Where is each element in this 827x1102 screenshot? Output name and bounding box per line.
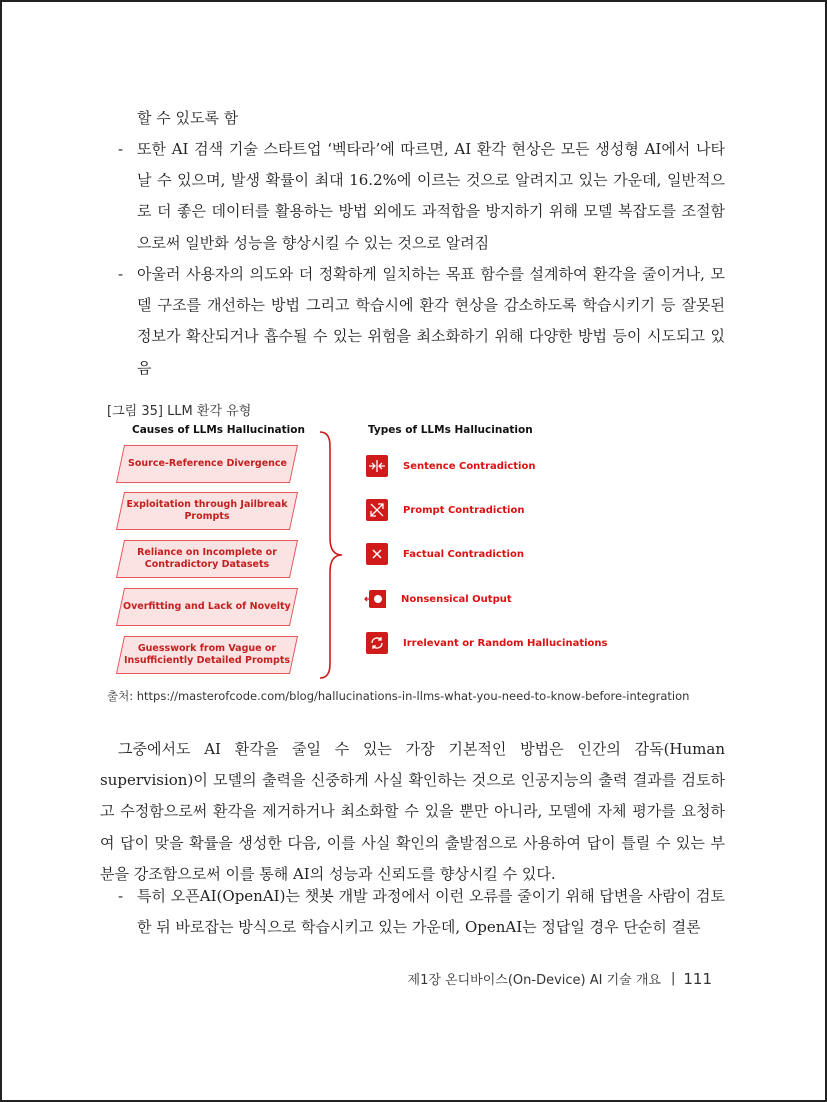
bullet-dash: - (118, 887, 124, 905)
cause-label: Exploitation through Jailbreak Prompts (126, 499, 288, 522)
causes-title: Causes of LLMs Hallucination (132, 424, 305, 436)
type-item (366, 498, 524, 522)
type-label: Factual Contradiction (403, 548, 524, 560)
bullet-item-2 (118, 259, 725, 384)
x-mark-icon (366, 543, 388, 565)
type-item (366, 454, 535, 478)
curly-brace-icon (316, 430, 346, 680)
bullet-text: 아울러 사용자의 의도와 더 정확하게 일치하는 목표 함수를 설계하여 환각을 줄이거나, 모델 구조를 개선하는 방법 그리고 학습시에 환각 현상을 감소하도록 학습시키기 등 잘못된 정보가 확산되거나 흡수될 수 있는 위험을 최소화하기 위해 다양한 방법 등이 시도되고 있음 (137, 265, 725, 377)
continuation-line: 할 수 있도록 함 (137, 109, 239, 127)
cause-box (116, 588, 298, 626)
footer-separator: | (670, 971, 676, 986)
bullet-dash: - (118, 265, 124, 283)
cause-label: Reliance on Incomplete or Contradictory Datasets (137, 547, 277, 570)
cause-label: Guesswork from Vague or Insufficiently Detailed Prompts (123, 643, 291, 666)
type-label: Irrelevant or Random Hallucinations (403, 637, 608, 649)
cause-label: Overfitting and Lack of Novelty (123, 601, 291, 612)
bullet-text: 특히 오픈AI(OpenAI)는 챗봇 개발 과정에서 이런 오류를 줄이기 위해 답변을 사람이 검토한 뒤 바로잡는 방식으로 학습시키고 있는 가운데, OpenAI는 정답일 경우 단순히 결론 (137, 887, 725, 937)
type-item (366, 631, 607, 655)
page-footer (408, 969, 712, 988)
refresh-icon (366, 632, 388, 654)
page-number: 111 (683, 969, 712, 988)
type-item (366, 542, 524, 566)
cause-box (116, 540, 298, 578)
main-paragraph (100, 734, 725, 890)
chapter-title: 제1장 온디바이스(On-Device) AI 기술 개요 (407, 973, 661, 988)
cause-label: Source-Reference Divergence (127, 458, 287, 469)
figure-caption: [그림 35] LLM 환각 유형 (107, 404, 252, 419)
cause-box (116, 492, 298, 530)
type-label: Prompt Contradiction (403, 504, 525, 516)
bullet-dash: - (118, 140, 124, 158)
arrows-converge-icon (366, 455, 388, 477)
type-label: Sentence Contradiction (403, 460, 536, 472)
crossed-arrows-icon (366, 499, 388, 521)
types-title: Types of LLMs Hallucination (368, 424, 533, 436)
bullet-item-1 (118, 134, 725, 259)
type-item (366, 587, 512, 611)
figure-source: 출처: https://masterofcode.com/blog/hallucinations-in-llms-what-you-need-to-know-before-integration (107, 689, 690, 703)
diverge-dot-icon (364, 588, 386, 610)
bullet-text: 또한 AI 검색 기술 스타트업 ‘벡타라’에 따르면, AI 환각 현상은 모든 생성형 AI에서 나타날 수 있으며, 발생 확률이 최대 16.2%에 이르는 것으로 알려지고 있는 가운데, 일반적으로 더 좋은 데이터를 활용하는 방법 외에도 과적합을 방지하기 위해 모델 복잡도를 조절함으로써 일반화 성능을 향상시킬 수 있는 것으로 알려짐 (137, 140, 725, 252)
main-paragraph-text: 그중에서도 AI 환각을 줄일 수 있는 가장 기본적인 방법은 인간의 감독(Human supervision)이 모델의 출력을 신중하게 사실 확인하는 것으로 인공지능의 출력 결과를 검토하고 수정함으로써 환각을 제거하거나 최소화할 수 있을 뿐만 아니라, 모델에 자체 평가를 요청하여 답이 맞을 확률을 생성한 다음, 이를 사실 확인의 출발점으로 사용하여 답이 틀릴 수 있는 부분을 강조함으로써 이를 통해 AI의 성능과 신뢰도를 향상시킬 수 있다. (100, 740, 725, 883)
bullet-item-3 (118, 881, 725, 943)
type-label: Nonsensical Output (401, 593, 512, 605)
hallucination-figure (106, 420, 726, 685)
cause-box (116, 636, 298, 674)
cause-box (116, 445, 298, 483)
